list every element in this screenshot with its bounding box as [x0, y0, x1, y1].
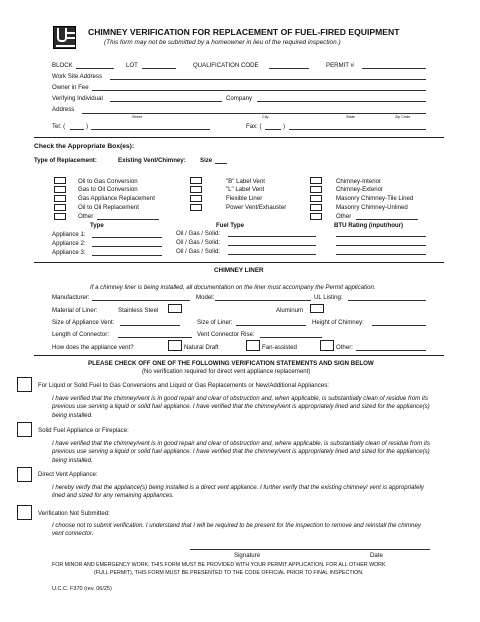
- option-label: Chimney-Exterior: [336, 186, 384, 193]
- ul-listing-field[interactable]: [348, 300, 426, 301]
- option-label: "L" Label Vent: [226, 186, 265, 193]
- permit-field[interactable]: [362, 68, 426, 69]
- option-label: Oil to Gas Conversion: [78, 178, 138, 185]
- checkbox-verification-direct-vent[interactable]: [17, 467, 32, 482]
- verifying-individual-field[interactable]: [110, 101, 222, 102]
- verification-option-label: Verification Not Submitted:: [38, 510, 110, 517]
- tel-number-field[interactable]: [91, 129, 210, 130]
- submission-notice: FOR MINOR AND EMERGENCY WORK, THIS FORM MUST BE PROVIDED WITH YOUR PERMIT APPLICATION. FOR ALL OTHER WORK: [52, 562, 386, 568]
- other-vent-field[interactable]: [356, 350, 426, 351]
- model-label: Model:: [196, 294, 215, 301]
- ul-listing-label: UL Listing:: [314, 294, 343, 301]
- logo-stripe: [66, 32, 75, 34]
- appliance-3-fuel-label: Oil / Gas / Solid:: [176, 248, 221, 255]
- natural-draft-label: Natural Draft: [184, 344, 219, 351]
- appliance-3-type-field[interactable]: [92, 255, 162, 256]
- checkbox-oil-to-oil[interactable]: [54, 204, 66, 211]
- chimney-liner-heading: CHIMNEY LINER: [214, 267, 264, 274]
- size-liner-field[interactable]: [236, 325, 306, 326]
- checkbox-l-label-vent[interactable]: [190, 186, 202, 193]
- height-chimney-label: Height of Chimney:: [312, 319, 364, 326]
- checkbox-chimney-interior[interactable]: [310, 177, 322, 184]
- checkbox-fan-assisted[interactable]: [246, 340, 260, 351]
- appliance-3-fuel-field[interactable]: [228, 254, 316, 255]
- lot-field[interactable]: [142, 68, 176, 69]
- option-label: Gas Appliance Replacement: [78, 195, 155, 202]
- type-of-replacement-label: Type of Replacement:: [34, 157, 97, 164]
- company-field[interactable]: [257, 101, 426, 102]
- appliance-1-fuel-field[interactable]: [228, 236, 316, 237]
- length-connector-field[interactable]: [118, 337, 192, 338]
- fax-area-field[interactable]: [265, 129, 281, 130]
- city-caption: City: [262, 115, 269, 119]
- other-vent-label: Other:: [336, 344, 353, 351]
- company-label: Company: [226, 95, 253, 102]
- checkbox-gas-appliance-replacement[interactable]: [54, 195, 66, 202]
- appliance-1-btu-field[interactable]: [336, 236, 426, 237]
- verification-option-label: Direct Vent Appliance:: [38, 471, 98, 478]
- work-site-address-label: Work Site Address: [52, 73, 103, 80]
- checkbox-verification-conversion[interactable]: [17, 377, 32, 392]
- verifying-individual-label: Verifying Individual: [52, 95, 103, 102]
- qualification-code-field[interactable]: [269, 68, 309, 69]
- signature-label: Signature: [234, 552, 261, 559]
- checkbox-masonry-unlined[interactable]: [310, 204, 322, 211]
- form-title: CHIMNEY VERIFICATION FOR REPLACEMENT OF FUEL-FIRED EQUIPMENT: [88, 27, 400, 37]
- verification-subheading: (No verification required for direct vent appliance replacement): [142, 368, 311, 375]
- size-appliance-vent-label: Size of Appliance Vent:: [52, 319, 115, 326]
- aluminum-label: Aluminum: [276, 307, 304, 314]
- submission-notice: (FULL PERMIT), THIS FORM MUST BE PRESENTED TO THE CODE OFFICIAL PRIOR TO FINAL INSPECTION.: [94, 570, 364, 576]
- checkbox-other-chimney[interactable]: [310, 213, 322, 220]
- checkbox-chimney-exterior[interactable]: [310, 186, 322, 193]
- option-label: Power Vent/Exhauster: [226, 204, 287, 211]
- verification-option-label: For Liquid or Solid Fuel to Gas Conversions and Liquid or Gas Replacements or New/Additional Appliances:: [38, 382, 329, 389]
- tel-close: ): [86, 123, 89, 130]
- option-label: Other: [78, 213, 94, 220]
- owner-in-fee-label: Owner in Fee: [52, 84, 89, 91]
- lot-label: LOT: [126, 62, 138, 69]
- stainless-label: Stainless Steel: [118, 307, 159, 314]
- how-vented-label: How does the appliance vent?: [52, 344, 134, 351]
- qualification-code-label: QUALIFICATION CODE: [193, 62, 259, 69]
- appliance-2-label: Appliance 2:: [52, 240, 86, 247]
- size-liner-label: Size of Liner:: [197, 319, 233, 326]
- type-header: Type: [90, 222, 104, 229]
- logo-stripe: [56, 45, 75, 47]
- checkbox-verification-solid-fuel[interactable]: [17, 422, 32, 437]
- checkbox-b-label-vent[interactable]: [190, 177, 202, 184]
- checkbox-natural-draft[interactable]: [168, 340, 182, 351]
- liner-note: If a chimney liner is being installed, all documentation on the liner must accompany the Permit application.: [90, 284, 376, 291]
- verification-heading: PLEASE CHECK OFF ONE OF THE FOLLOWING VERIFICATION STATEMENTS AND SIGN BELOW: [88, 360, 374, 367]
- vent-connector-rise-field[interactable]: [260, 337, 322, 338]
- other-chimney-field[interactable]: [356, 219, 418, 220]
- btu-header: BTU Rating (input/hour): [334, 222, 404, 229]
- work-site-address-field[interactable]: [110, 79, 426, 80]
- existing-vent-label: Existing Vent/Chimney:: [118, 157, 186, 164]
- manufacturer-field[interactable]: [92, 300, 190, 301]
- option-label: "B" Label Vent: [226, 178, 265, 185]
- verification-statement: I have verified that the chimney/vent is in good repair and clear of obstruction and, when applicable, is substantially clean of residue from its previous use serving a liquid or solid fuel appliance. I have verified that the chimney/vent is appropriately lined and sized for the appliance(s) being installed.: [52, 395, 430, 419]
- size-appliance-vent-field[interactable]: [120, 325, 180, 326]
- checkbox-flexible-liner[interactable]: [190, 195, 202, 202]
- form-code: U.C.C. F370 (rev. 06/25): [52, 586, 112, 592]
- date-label: Date: [370, 552, 383, 559]
- appliance-1-type-field[interactable]: [92, 237, 162, 238]
- check-boxes-heading: Check the Appropriate Box(es):: [34, 143, 135, 150]
- option-label: Other: [336, 213, 352, 220]
- material-label: Material of Liner:: [52, 307, 98, 314]
- checkbox-other-replacement[interactable]: [54, 213, 66, 220]
- verification-statement: I have verified that the chimney/vent is in good repair and clear of obstruction and, where applicable, is substantially clean of residue from its previous use serving a liquid or solid fuel appliance. I have verified that the chimney/vent is appropriately lined and sized for the appliance(s) being installed.: [52, 440, 431, 464]
- fax-label: Fax: (: [246, 123, 262, 130]
- fax-close: ): [283, 123, 286, 130]
- checkbox-power-vent[interactable]: [190, 204, 202, 211]
- checkbox-oil-to-gas[interactable]: [54, 177, 66, 184]
- appliance-2-fuel-field[interactable]: [228, 245, 316, 246]
- size-field[interactable]: [215, 163, 227, 164]
- permit-label: PERMIT #: [326, 62, 354, 69]
- option-label: Chimney-Interior: [336, 178, 382, 185]
- verification-statement: I hereby verify that the appliance(s) being installed is a direct vent appliance. I further verify that the existing chimney/ vent is appropriately lined and sized for any remaining appliances.: [52, 484, 424, 500]
- option-label: Masonry Chimney-Tile Lined: [336, 195, 414, 202]
- appliance-2-type-field[interactable]: [92, 246, 162, 247]
- verification-statement: I choose not to submit verification. I understand that I will be required to be present for the inspection to remove and reinstall the chimney vent connector.: [52, 522, 421, 538]
- option-label: Masonry Chimney-Unlined: [336, 204, 408, 211]
- fax-number-field[interactable]: [289, 129, 426, 130]
- option-label: Gas to Oil Conversion: [78, 186, 138, 193]
- checkbox-aluminum[interactable]: [310, 304, 324, 313]
- tel-label: Tel: (: [52, 123, 66, 130]
- appliance-3-label: Appliance 3:: [52, 249, 86, 256]
- vent-connector-rise-label: Vent Connector Rise:: [197, 331, 255, 338]
- appliance-1-fuel-label: Oil / Gas / Solid:: [176, 230, 221, 237]
- height-chimney-field[interactable]: [372, 325, 426, 326]
- manufacturer-label: Manufacturer:: [52, 294, 90, 301]
- checkbox-verification-not-submitted[interactable]: [17, 505, 32, 520]
- fuel-type-header: Fuel Type: [216, 222, 244, 229]
- size-label: Size: [200, 157, 213, 164]
- fan-assisted-label: Fan-assisted: [262, 344, 297, 351]
- appliance-2-btu-field[interactable]: [336, 245, 426, 246]
- section-divider: [34, 137, 444, 138]
- checkbox-gas-to-oil[interactable]: [54, 186, 66, 193]
- option-label: Flexible Liner: [226, 195, 263, 202]
- block-field[interactable]: [76, 68, 114, 69]
- form-subtitle: (This form may not be submitted by a homeowner in lieu of the required inspection.): [104, 39, 341, 46]
- street-caption: Street: [132, 115, 143, 119]
- section-divider: [34, 262, 444, 263]
- logo-stripe: [66, 37, 75, 39]
- length-connector-label: Length of Connector:: [52, 331, 109, 338]
- logo: [53, 26, 76, 49]
- address-label: Address: [52, 106, 75, 113]
- appliance-3-btu-field[interactable]: [336, 254, 426, 255]
- address-field[interactable]: [82, 113, 426, 114]
- signature-field[interactable]: [190, 549, 430, 550]
- verification-option-label: Solid Fuel Appliance or Fireplace:: [38, 427, 129, 434]
- tel-area-field[interactable]: [70, 129, 84, 130]
- appliance-1-label: Appliance 1:: [52, 231, 86, 238]
- owner-in-fee-field[interactable]: [92, 90, 426, 91]
- zip-caption: Zip Code: [395, 115, 411, 119]
- logo-mark: [57, 28, 67, 42]
- model-field[interactable]: [215, 300, 311, 301]
- checkbox-other-vent[interactable]: [320, 340, 334, 351]
- section-divider: [34, 355, 444, 356]
- checkbox-stainless-steel[interactable]: [168, 304, 182, 313]
- appliance-2-fuel-label: Oil / Gas / Solid:: [176, 239, 221, 246]
- other-replacement-field[interactable]: [97, 219, 159, 220]
- checkbox-masonry-tile-lined[interactable]: [310, 195, 322, 202]
- block-label: BLOCK: [52, 62, 73, 69]
- state-caption: State: [346, 115, 355, 119]
- option-label: Oil to Oil Replacement: [78, 204, 139, 211]
